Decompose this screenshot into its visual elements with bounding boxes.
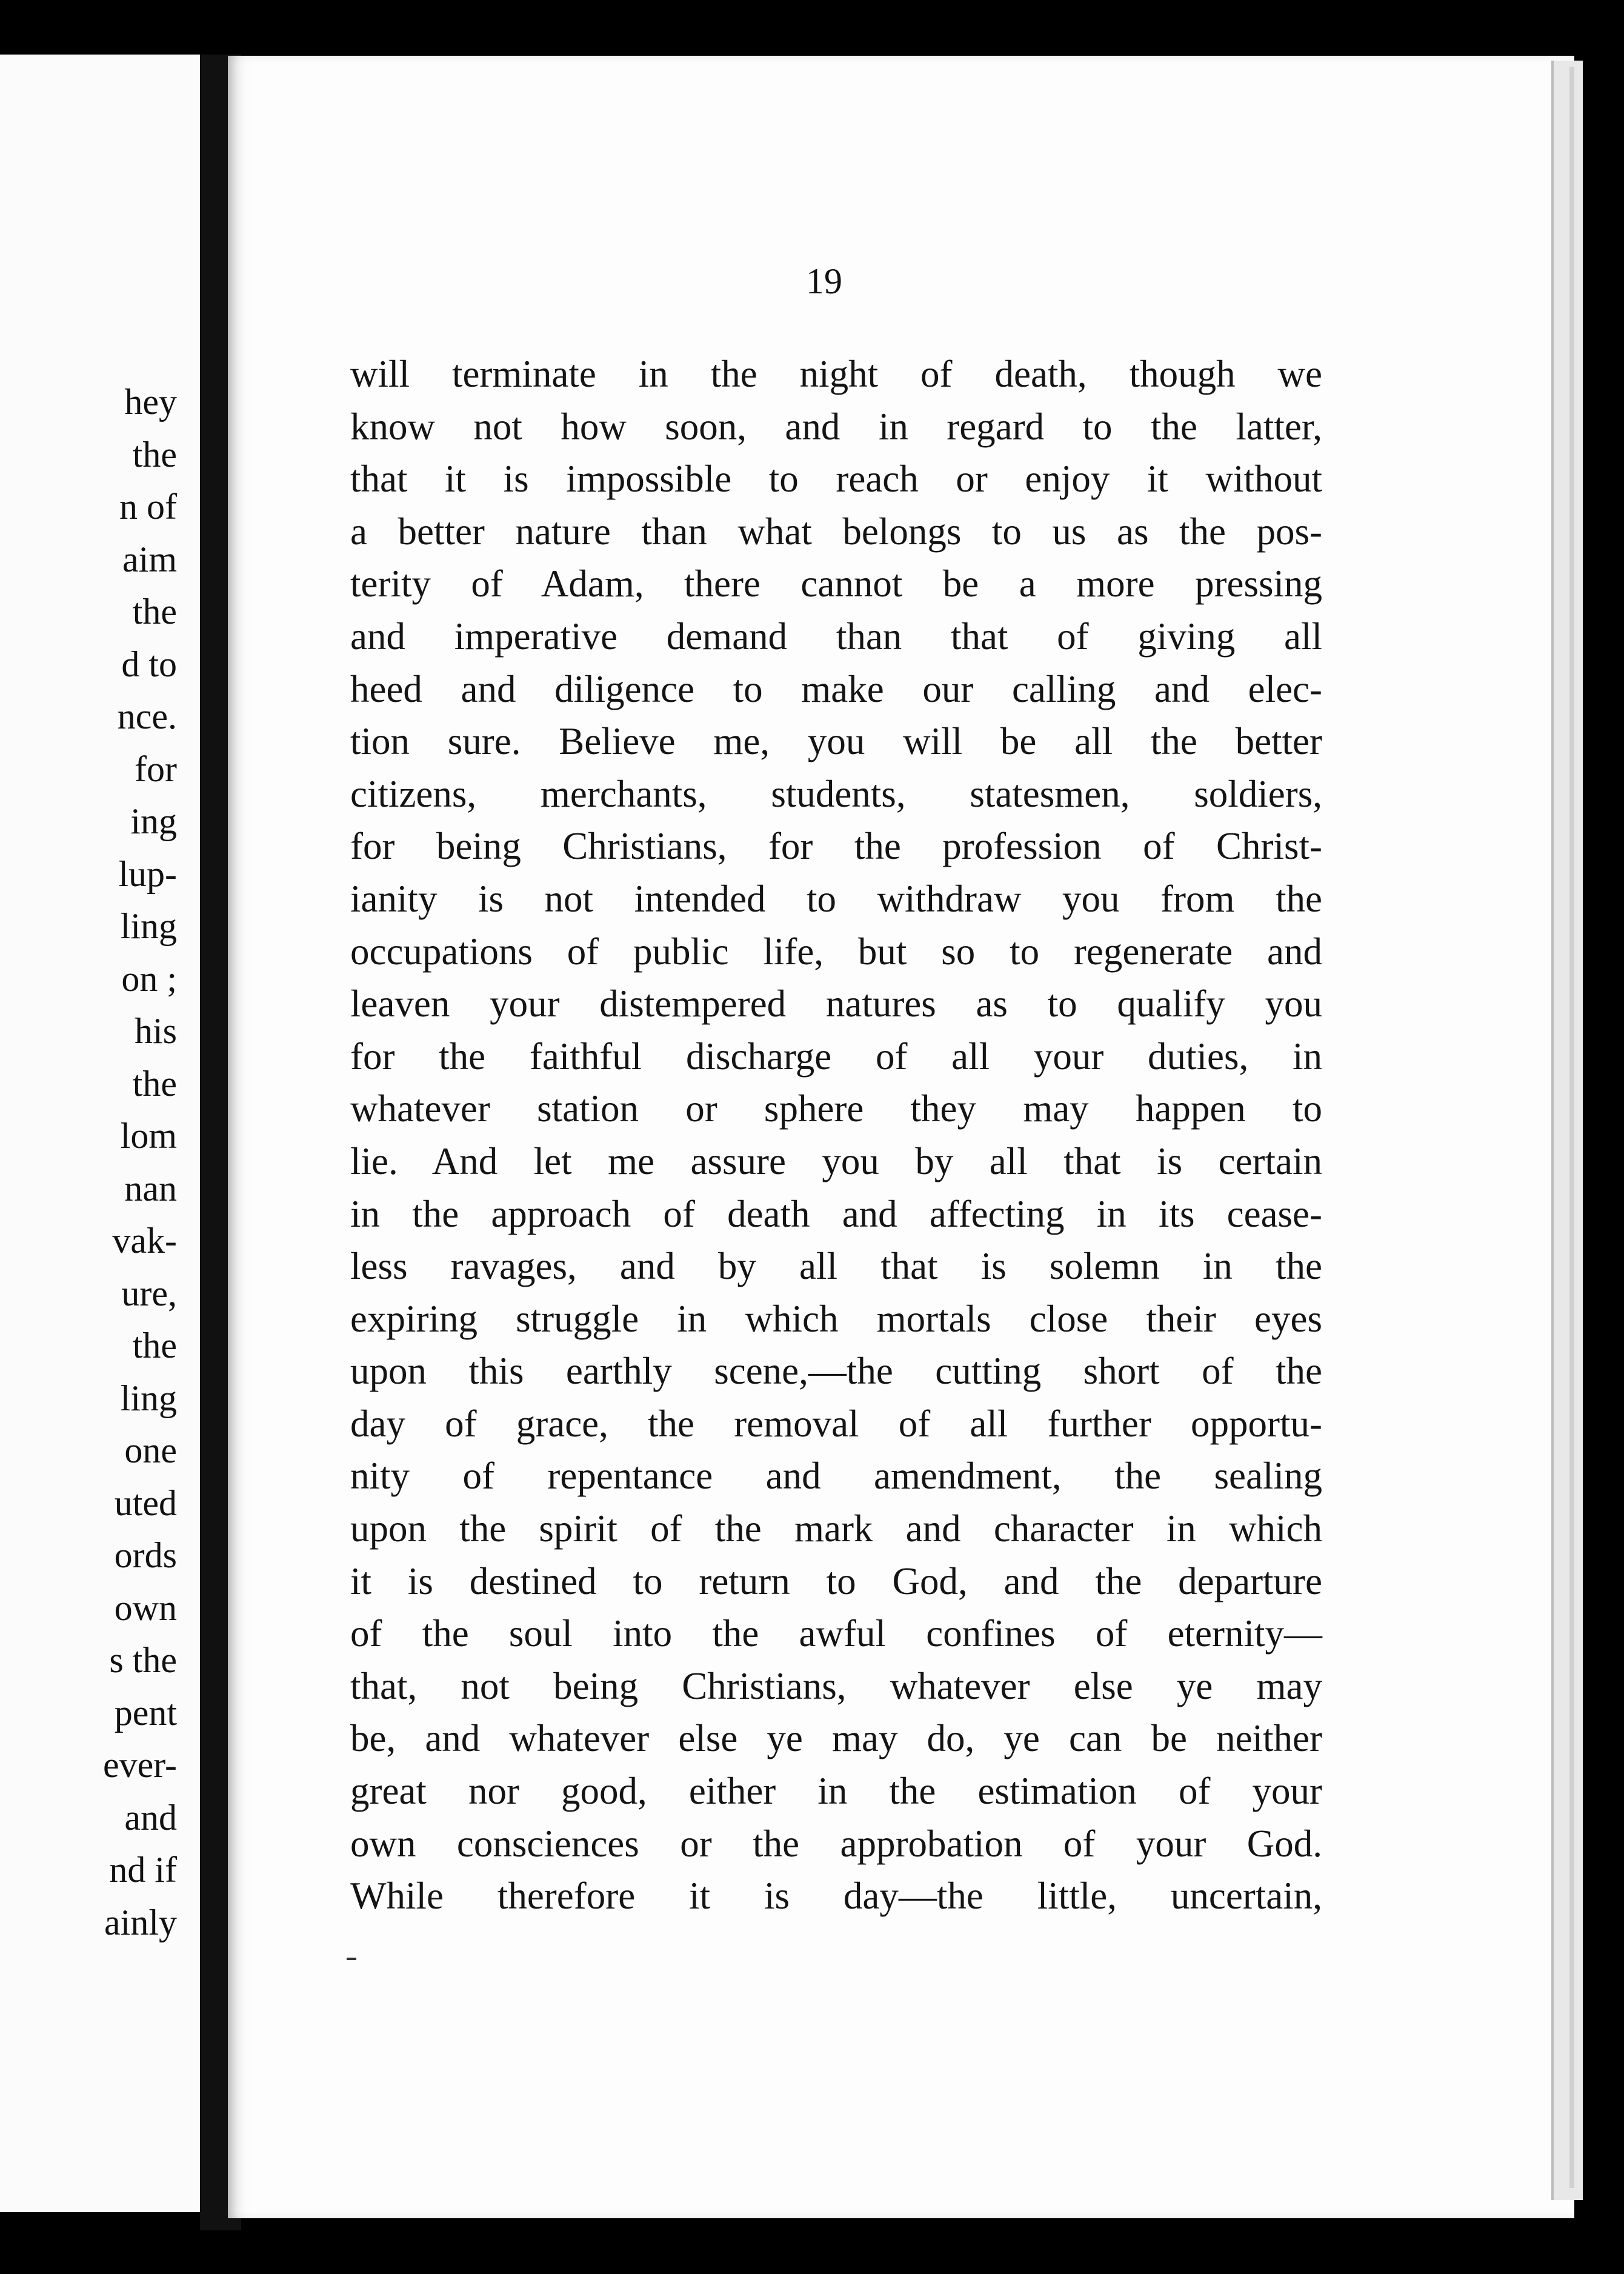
text-line: heed and diligence to make our calling and elec- — [350, 667, 1322, 710]
text-line: and imperative demand than that of giving all — [350, 615, 1322, 658]
text-line: know not how soon, and in regard to the latter, — [350, 405, 1322, 448]
text-line: tion sure. Believe me, you will be all the better — [350, 720, 1322, 763]
text-line: less ravages, and by all that is solemn in the — [350, 1245, 1322, 1288]
text-line: own consciences or the approbation of your God. — [350, 1822, 1322, 1865]
text-line: day of grace, the removal of all further opportu- — [350, 1402, 1322, 1445]
text-line: that, not being Christians, whatever else ye may — [350, 1664, 1322, 1707]
text-line: it is destined to return to God, and the departure — [350, 1559, 1322, 1602]
left-page-line: nce. — [117, 696, 177, 736]
left-page-line: on ; — [121, 958, 177, 999]
left-page-line: ing — [130, 801, 177, 841]
left-page-line: pent — [114, 1692, 177, 1733]
left-facing-page — [0, 55, 200, 2212]
text-line: for being Christians, for the profession of Christ- — [350, 825, 1322, 868]
left-page-line: nan — [124, 1168, 177, 1209]
left-page-line: nd if — [109, 1850, 177, 1890]
text-line: of the soul into the awful confines of eternity— — [350, 1612, 1322, 1655]
left-page-line: own — [114, 1587, 177, 1628]
page-number: 19 — [806, 261, 842, 301]
page-edge — [1551, 61, 1583, 2200]
left-page-line: ever- — [102, 1745, 177, 1785]
page-edge-inner — [1569, 67, 1574, 2188]
text-line: While therefore it is day—the little, uncertain, — [350, 1875, 1322, 1918]
left-page-line: ling — [120, 1378, 177, 1418]
body-text — [350, 348, 1322, 1922]
text-line: ianity is not intended to withdraw you from the — [350, 877, 1322, 920]
text-line: in the approach of death and affecting in its cease- — [350, 1192, 1322, 1235]
left-page-line: his — [134, 1011, 177, 1051]
text-line: occupations of public life, but so to regenerate and — [350, 930, 1322, 973]
text-line: nity of repentance and amendment, the sealing — [350, 1455, 1322, 1498]
left-page-line: the — [132, 434, 177, 475]
text-line: that it is impossible to reach or enjoy it without — [350, 458, 1322, 501]
text-line: be, and whatever else ye may do, ye can be neither — [350, 1717, 1322, 1760]
left-page-line: ure, — [121, 1273, 177, 1313]
left-page-line: the — [132, 1325, 177, 1365]
left-page-line: for — [135, 749, 177, 789]
left-page-line: aim — [122, 539, 177, 579]
text-line: a better nature than what belongs to us as the pos- — [350, 510, 1322, 553]
left-page-line: ords — [114, 1535, 177, 1575]
text-line: upon the spirit of the mark and character in which — [350, 1507, 1322, 1550]
left-page-line: d to — [121, 644, 177, 684]
left-page-line: the — [132, 592, 177, 632]
left-page-text — [0, 376, 200, 1949]
left-page-line: one — [124, 1430, 177, 1470]
printer-mark — [347, 1958, 356, 1960]
left-page-line: s the — [109, 1640, 177, 1680]
left-page-line: n of — [119, 487, 177, 527]
left-page-line: lup- — [118, 853, 177, 894]
text-line: whatever station or sphere they may happen to — [350, 1087, 1322, 1130]
left-page-line: hey — [124, 382, 177, 422]
left-page-line: the — [132, 1063, 177, 1104]
text-line: citizens, merchants, students, statesmen, soldiers, — [350, 772, 1322, 815]
text-line: expiring struggle in which mortals close their eyes — [350, 1297, 1322, 1340]
left-page-line: ainly — [104, 1902, 177, 1942]
text-line: for the faithful discharge of all your duties, in — [350, 1035, 1322, 1078]
text-line: terity of Adam, there cannot be a more pressing — [350, 562, 1322, 605]
left-page-line: lom — [120, 1116, 177, 1156]
text-line: leaven your distempered natures as to qualify you — [350, 982, 1322, 1025]
left-page-line: uted — [114, 1482, 177, 1523]
text-line: upon this earthly scene,—the cutting short of the — [350, 1350, 1322, 1393]
left-page-line: ling — [120, 906, 177, 946]
text-line: great nor good, either in the estimation of your — [350, 1770, 1322, 1813]
text-line: will terminate in the night of death, though we — [350, 353, 1322, 395]
left-page-line: vak- — [112, 1221, 177, 1261]
left-page-line: and — [124, 1797, 177, 1838]
text-line: lie. And let me assure you by all that is certain — [350, 1139, 1322, 1182]
